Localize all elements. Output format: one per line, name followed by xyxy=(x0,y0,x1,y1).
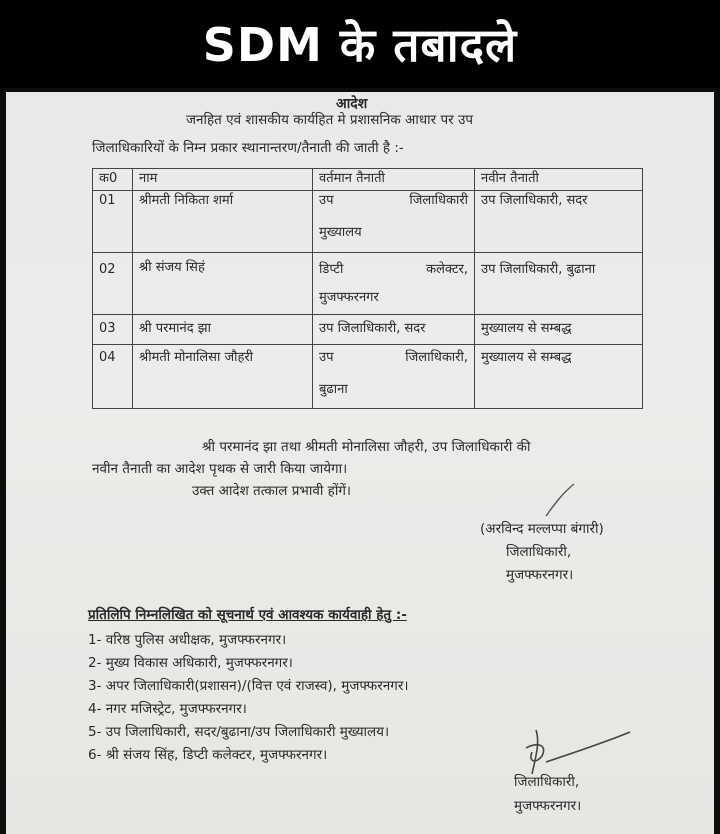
table-row-2-new: उप जिलाधिकारी, बुढाना xyxy=(475,253,643,315)
table-header-new: नवीन तैनाती xyxy=(475,169,643,191)
table-row-1-current xyxy=(313,191,475,253)
order-heading: आदेश xyxy=(336,96,368,112)
table-row-4-name: श्रीमती मोनालिसा जौहरी xyxy=(133,345,313,409)
copy-item: 4- नगर मजिस्ट्रेट, मुजफ्फरनगर। xyxy=(88,701,247,717)
table-row-2-current xyxy=(313,253,475,315)
banner-title: SDM के तबादले xyxy=(0,0,720,88)
table-row-4-current xyxy=(313,345,475,409)
transfer-table xyxy=(92,168,643,409)
signature-mark xyxy=(534,480,584,520)
table-row-4-current-line1: उप जिलाधिकारी, xyxy=(319,350,468,365)
note-line-1: श्री परमानंद झा तथा श्रीमती मोनालिसा जौहरी, उप जिलाधिकारी की xyxy=(202,439,531,455)
table-row-1-no: 01 xyxy=(93,191,133,253)
signatory-name: (अरविन्द मल्लप्पा बंगारी) xyxy=(480,521,604,537)
table-header-no: क0 xyxy=(93,169,133,191)
signatory-place: मुजफ्फरनगर। xyxy=(506,567,574,583)
copy-item: 6- श्री संजय सिंह, डिप्टी कलेक्टर, मुजफ्फरनगर। xyxy=(88,747,328,763)
table-header-current: वर्तमान तैनाती xyxy=(313,169,475,191)
table-row-3-current: उप जिलाधिकारी, सदर xyxy=(313,315,475,345)
table-row-2-current-line2: मुजफ्फरनगर xyxy=(319,290,379,305)
table-row-3-name: श्री परमानंद झा xyxy=(133,315,313,345)
intro-line-2: जिलाधिकारियों के निम्न प्रकार स्थानान्तरण/तैनाती की जाती है :- xyxy=(92,140,404,156)
note-line-3: उक्त आदेश तत्काल प्रभावी होंगें। xyxy=(192,483,352,499)
table-row-2-no: 02 xyxy=(93,253,133,315)
table-header-name: नाम xyxy=(133,169,313,191)
table-row-3-new: मुख्यालय से सम्बद्ध xyxy=(475,315,643,345)
signatory2-place: मुजफ्फरनगर। xyxy=(514,798,582,814)
copy-item: 5- उप जिलाधिकारी, सदर/बुढाना/उप जिलाधिकारी मुख्यालय। xyxy=(88,724,390,740)
table-row-4-no: 04 xyxy=(93,345,133,409)
copy-item: 3- अपर जिलाधिकारी(प्रशासन)/(वित्त एवं राजस्व), मुजफ्फरनगर। xyxy=(88,678,409,694)
table-row-2-name: श्री संजय सिहं xyxy=(133,253,313,315)
copy-item: 1- वरिष्ठ पुलिस अधीक्षक, मुजफ्फरनगर। xyxy=(88,632,287,648)
intro-line-1: जनहित एवं शासकीय कार्यहित मे प्रशासनिक आधार पर उप xyxy=(186,112,474,128)
table-row-1-current-line1: उप जिलाधिकारी xyxy=(319,193,468,208)
table-row-2-current-line1: डिप्टी कलेक्टर, xyxy=(319,262,468,277)
table-row-1-name: श्रीमती निकिता शर्मा xyxy=(133,191,313,253)
note-line-2: नवीन तैनाती का आदेश पृथक से जारी किया जायेगा। xyxy=(92,461,348,477)
order-document xyxy=(6,92,714,834)
table-row-3-no: 03 xyxy=(93,315,133,345)
table-row-1-new: उप जिलाधिकारी, सदर xyxy=(475,191,643,253)
table-row-4-new: मुख्यालय से सम्बद्ध xyxy=(475,345,643,409)
copy-item: 2- मुख्य विकास अधिकारी, मुजफ्फरनगर। xyxy=(88,655,293,671)
table-row-1-current-line2: मुख्यालय xyxy=(319,225,362,240)
copy-heading: प्रतिलिपि निम्नलिखित को सूचनार्थ एवं आवश्यक कार्यवाही हेतु :- xyxy=(88,607,407,623)
table-row-4-current-line2: बुढाना xyxy=(319,382,348,397)
signatory2-title: जिलाधिकारी, xyxy=(514,774,580,790)
signatory-title: जिलाधिकारी, xyxy=(506,544,572,560)
